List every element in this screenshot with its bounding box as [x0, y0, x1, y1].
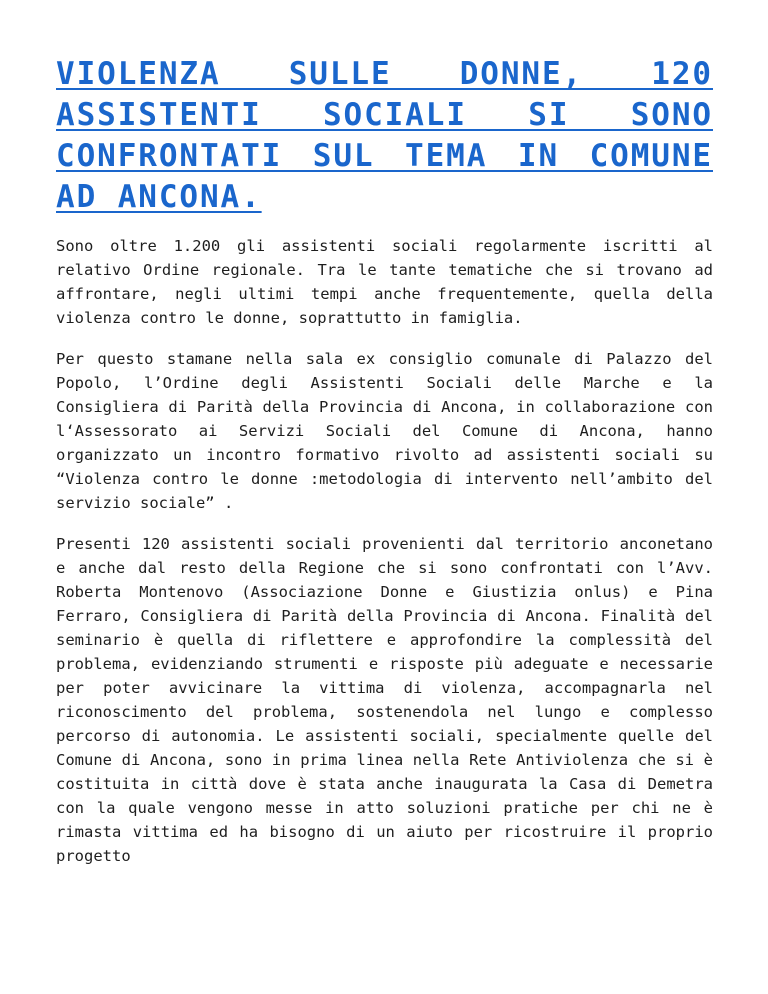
- article-paragraph-1: Sono oltre 1.200 gli assistenti sociali regolarmente iscritti al relativo Ordine regionale. Tra le tante tematiche che si trovano ad affrontare, negli ultimi tempi anche frequentemente, quella della violenza contro le donne, soprattutto in famiglia.: [56, 237, 713, 327]
- article-paragraph-3: Presenti 120 assistenti sociali provenienti dal territorio anconetano e anche dal resto della Regione che si sono confrontati con l’Avv. Roberta Montenovo (Associazione Donne e Giustizia onlus) e Pina Ferraro, Consigliera di Parità della Provincia di Ancona. Finalità del seminario è quella di riflettere e approfondire la complessità del problema, evidenziando strumenti e risposte più adeguate e necessarie per poter avvicinare la vittima di violenza, accompagnarla nel riconoscimento del problema, sostenendola nel lungo e complesso percorso di autonomia. Le assistenti sociali, specialmente quelle del Comune di Ancona, sono in prima linea nella Rete Antiviolenza che si è costituita in città dove è stata anche inaugurata la Casa di Demetra con la quale vengono messe in atto soluzioni pratiche per chi ne è rimasta vittima ed ha bisogno di un aiuto per ricostruire il proprio progetto: [56, 535, 713, 865]
- article-title-link[interactable]: VIOLENZA SULLE DONNE, 120 ASSISTENTI SOCIALI SI SONO CONFRONTATI SUL TEMA IN COMUNE AD ANCONA.: [56, 56, 713, 215]
- article-title: [56, 54, 713, 218]
- article-paragraph-2: Per questo stamane nella sala ex consiglio comunale di Palazzo del Popolo, l’Ordine degli Assistenti Sociali delle Marche e la Consigliera di Parità della Provincia di Ancona, in collaborazione con l‘Assessorato ai Servizi Sociali del Comune di Ancona, hanno organizzato un incontro formativo rivolto ad assistenti sociali su “Violenza contro le donne :metodologia di intervento nell’ambito del servizio sociale” .: [56, 350, 713, 512]
